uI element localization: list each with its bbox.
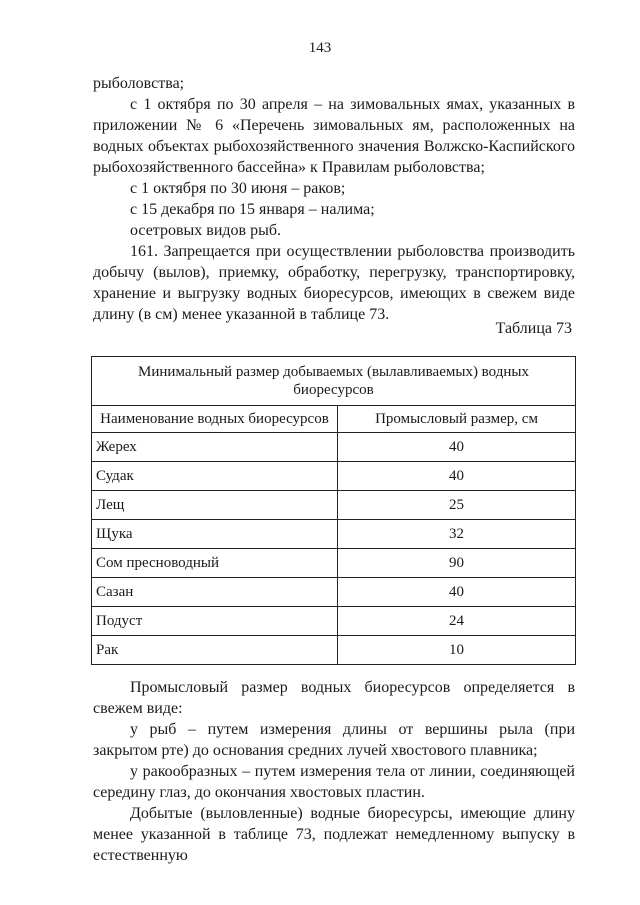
species-name: Судак: [92, 462, 338, 491]
paragraph: Промысловый размер водных биоресурсов определяется в свежем виде:: [93, 679, 575, 717]
species-name: Сом пресноводный: [92, 549, 338, 578]
species-name: Лещ: [92, 491, 338, 520]
paragraph: Добытые (выловленные) водные биоресурсы, имеющие длину менее указанной в таблице 73, подлежат немедленному выпуску в естественную: [93, 805, 575, 864]
min-size: 32: [338, 520, 576, 549]
species-name: Сазан: [92, 578, 338, 607]
paragraph: с 1 октября по 30 апреля – на зимовальных ямах, указанных в приложении № 6 «Перечень зимовальных ям, расположенных на водных объектах рыбохозяйственного значения Волжско-Каспийского рыбохозяйственного бассейна» к Правилам рыболовства;: [93, 96, 575, 176]
species-name: Подуст: [92, 607, 338, 636]
table-title: Минимальный размер добываемых (вылавливаемых) водных биоресурсов: [92, 357, 576, 406]
min-size: 10: [338, 636, 576, 665]
table-row: [92, 636, 576, 665]
table-row: [92, 520, 576, 549]
page-number: 143: [308, 40, 332, 56]
paragraph: у рыб – путем измерения длины от вершины рыла (при закрытом рте) до основания средних лучей хвостового плавника;: [93, 721, 575, 759]
paragraph: 161. Запрещается при осуществлении рыболовства производить добычу (вылов), приемку, обработку, перегрузку, транспортировку, хранение и выгрузку водных биоресурсов, имеющих в свежем виде длину (в см) менее указанной в таблице 73.: [93, 243, 575, 323]
table-row: [92, 433, 576, 462]
table-caption: Таблица 73: [495, 320, 572, 337]
min-size: 90: [338, 549, 576, 578]
paragraph: осетровых видов рыб.: [130, 222, 281, 239]
table-row: [92, 549, 576, 578]
column-header-name: Наименование водных биоресурсов: [92, 406, 338, 433]
table-row: [92, 578, 576, 607]
min-size: 40: [338, 462, 576, 491]
min-size: 40: [338, 433, 576, 462]
species-size-table: [91, 356, 576, 665]
column-header-size: Промысловый размер, см: [338, 406, 576, 433]
species-name: Рак: [92, 636, 338, 665]
table-row: [92, 607, 576, 636]
species-name: Щука: [92, 520, 338, 549]
species-name: Жерех: [92, 433, 338, 462]
min-size: 25: [338, 491, 576, 520]
paragraph: рыболовства;: [93, 75, 185, 92]
paragraph: с 1 октября по 30 июня – раков;: [130, 180, 346, 197]
paragraph: с 15 декабря по 15 января – налима;: [130, 201, 375, 218]
paragraph: у ракообразных – путем измерения тела от линии, соединяющей середину глаз, до окончания хвостовых пластин.: [93, 763, 575, 801]
table-row: [92, 491, 576, 520]
min-size: 24: [338, 607, 576, 636]
table-row: [92, 462, 576, 491]
min-size: 40: [338, 578, 576, 607]
